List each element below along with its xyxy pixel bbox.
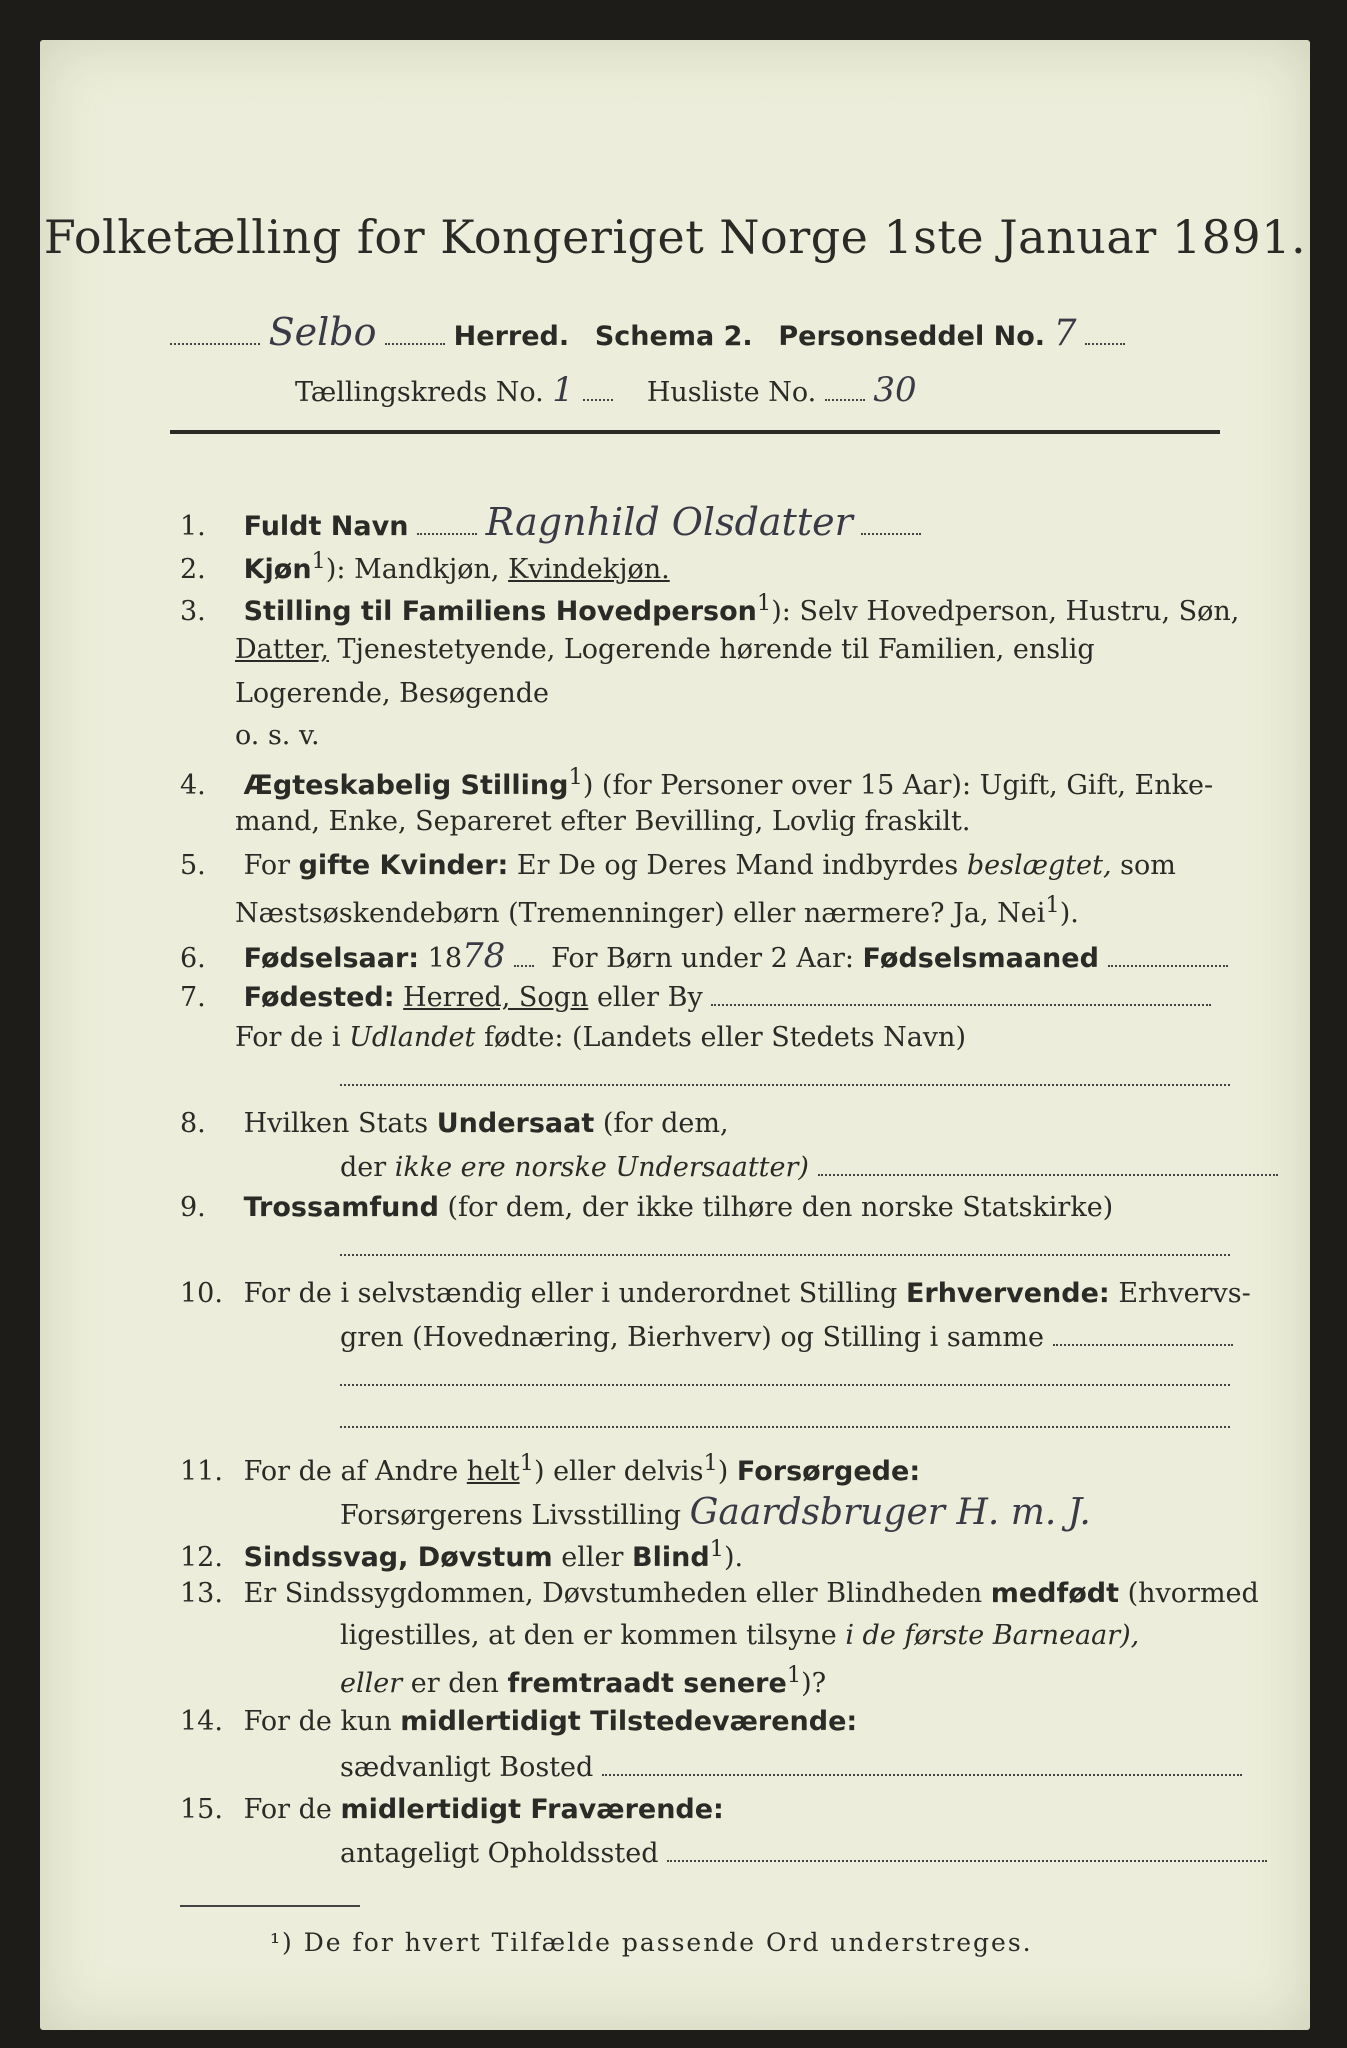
later-onset-label: fremtraadt senere <box>507 1668 787 1699</box>
item-8-line-2 <box>340 1150 1278 1183</box>
item-15-line-2 <box>340 1836 1267 1869</box>
congenital-question: Er Sindssygdommen, Døvstumheden eller Blindheden <box>243 1578 983 1609</box>
religion-note: (for dem, der ikke tilhøre den norske Statskirke) <box>447 1192 1114 1223</box>
birthplace-selected: Herred, Sogn <box>403 982 589 1013</box>
item-12: 12. Sindssvag, Døvstum eller Blind$^1$). <box>180 1536 744 1573</box>
married-women-question: Er De og Deres Mand indbyrdes <box>516 850 959 881</box>
birth-month-note: For Børn under 2 Aar: <box>551 943 854 974</box>
item-7-answer-line <box>340 1060 1230 1093</box>
religion-label: Trossamfund <box>243 1192 439 1223</box>
occupation-label: Erhvervende: <box>905 1278 1110 1309</box>
blind-label: Blind <box>632 1542 710 1573</box>
citizenship-prefix: Hvilken Stats <box>243 1108 429 1139</box>
item-8 <box>180 1108 729 1139</box>
census-form <box>40 40 1310 2030</box>
husliste-value: 30 <box>873 370 917 410</box>
family-position-options-2: Tjenestetyende, Logerende hørende til Familien, enslig <box>337 634 1095 665</box>
item-14-line-2 <box>340 1750 1242 1783</box>
abroad-word: Udlandet <box>349 1022 476 1053</box>
header-divider <box>170 430 1220 434</box>
full-name-value: Ragnhild Olsdatter <box>485 500 853 544</box>
item-2: 2. Kjøn$^1$): Mandkjøn, Kvindekjøn. <box>180 548 670 585</box>
item-1 <box>180 500 921 544</box>
item-6 <box>180 936 1228 976</box>
item-number: 11. <box>180 1456 223 1487</box>
occupation-note-2: gren (Hovednæring, Bierhverv) og Stilling i samme <box>340 1322 1045 1353</box>
family-position-options: ): Selv Hovedperson, Hustru, Søn, <box>771 596 1240 627</box>
temp-present-prefix: For de kun <box>243 1706 392 1737</box>
herred-value: Selbo <box>268 310 377 354</box>
header-row-kreds <box>295 370 917 410</box>
occupation-prefix: For de i selvstændig eller i underordnet Stilling <box>243 1278 898 1309</box>
congenital-note: (hvormed <box>1127 1578 1259 1609</box>
citizenship-note: (for dem, <box>602 1108 729 1139</box>
schema-label: Schema 2. <box>594 321 753 352</box>
item-number: 3. <box>180 596 206 627</box>
usual-residence-label: sædvanligt Bosted <box>340 1752 594 1783</box>
citizenship-condition: ikke ere norske Undersaatter) <box>394 1152 809 1183</box>
abroad-question: fødte: (Landets eller Stedets Navn) <box>483 1022 966 1053</box>
congenital-question-3: er den <box>410 1668 499 1699</box>
birth-year-prefix: 18 <box>427 943 463 974</box>
support-prefix: For de af Andre <box>243 1456 459 1487</box>
provider-occupation-label: Forsørgerens Livsstilling <box>340 1500 682 1531</box>
item-number: 6. <box>180 943 206 974</box>
sex-label: Kjøn <box>243 554 312 585</box>
sex-selected: Kvindekjøn. <box>508 554 670 585</box>
disability-label: Sindssvag, Døvstum <box>243 1542 553 1573</box>
item-number: 4. <box>180 770 206 801</box>
birth-year-value: 78 <box>462 936 506 976</box>
item-number: 7. <box>180 982 206 1013</box>
item-number: 2. <box>180 554 206 585</box>
item-5 <box>180 850 1176 881</box>
provider-occupation-value: Gaardsbruger H. m. J. <box>689 1492 1091 1533</box>
marital-status-options: ) (for Personer over 15 Aar): Ugift, Gift, Enke- <box>582 770 1214 801</box>
married-women-label: gifte Kvinder: <box>298 850 509 881</box>
footnote-text: De for hvert Tilfælde passende Ord understreges. <box>303 1928 1033 1957</box>
full-name-label: Fuldt Navn <box>243 511 409 542</box>
congenital-eller: eller <box>340 1668 403 1699</box>
married-women-related: beslægtet, <box>966 850 1112 881</box>
form-title: Folketælling for Kongeriget Norge 1ste Januar 1891. <box>43 210 1307 264</box>
item-number: 10. <box>180 1278 223 1309</box>
congenital-childhood: i de første Barneaar), <box>845 1620 1140 1651</box>
item-5-line-2: Næstsøskendebørn (Tremenninger) eller nærmere? Ja, Nei$^1$). <box>235 892 1079 929</box>
citizenship-label: Undersaat <box>436 1108 595 1139</box>
footnote-divider <box>180 1905 360 1907</box>
abroad-prefix: For de i <box>235 1022 341 1053</box>
citizenship-der: der <box>340 1152 387 1183</box>
herred-label: Herred. <box>453 321 570 352</box>
married-women-som: som <box>1120 850 1176 881</box>
temp-absent-label: midlertidigt Fraværende: <box>340 1794 724 1825</box>
support-selected: helt <box>466 1456 520 1487</box>
congenital-label: medfødt <box>990 1578 1120 1609</box>
item-number: 9. <box>180 1192 206 1223</box>
item-7-line-2 <box>235 1022 966 1053</box>
birth-year-label: Fødselsaar: <box>243 943 420 974</box>
support-options: ) eller delvis <box>533 1456 704 1487</box>
item-7 <box>180 980 1211 1013</box>
marital-status-options-2: mand, Enke, Separeret efter Bevilling, Lovlig fraskilt. <box>235 806 971 837</box>
footnote <box>270 1928 1033 1957</box>
temp-present-label: midlertidigt Tilstedeværende: <box>400 1706 858 1737</box>
supported-label: Forsørgede: <box>736 1456 921 1487</box>
birthplace-label: Fødested: <box>243 982 395 1013</box>
item-13 <box>180 1578 1259 1609</box>
husliste-label: Husliste No. <box>646 377 817 408</box>
marital-status-label: Ægteskabelig Stilling <box>243 770 569 801</box>
personseddel-label: Personseddel No. <box>778 321 1046 352</box>
item-3-line-2 <box>235 634 1095 665</box>
item-9-answer-line <box>340 1230 1230 1263</box>
item-10-line-2 <box>340 1320 1233 1353</box>
occupation-note: Erhvervs- <box>1118 1278 1251 1309</box>
family-position-etc: o. s. v. <box>235 720 320 751</box>
item-5-prefix: For <box>243 850 291 881</box>
item-number: 5. <box>180 850 206 881</box>
congenital-question-2: ligestilles, at den er kommen tilsyne <box>340 1620 837 1651</box>
item-10-answer-line-2 <box>340 1402 1230 1435</box>
family-position-label: Stilling til Familiens Hovedperson <box>243 596 757 627</box>
item-10 <box>180 1278 1251 1309</box>
item-number: 1. <box>180 511 206 542</box>
item-3: 3. Stilling til Familiens Hovedperson$^1$): Selv Hovedperson, Hustru, Søn, <box>180 590 1240 627</box>
header-row-herred <box>170 310 1125 354</box>
item-4: 4. Ægteskabelig Stilling$^1$) (for Personer over 15 Aar): Ugift, Gift, Enke- <box>180 764 1214 801</box>
item-15 <box>180 1794 724 1825</box>
kreds-label: Tællingskreds No. <box>295 377 544 408</box>
item-11: 11. For de af Andre helt$^1$) eller delvis$^1$) Forsørgede: <box>180 1450 921 1487</box>
footnote-mark: ¹) <box>270 1928 294 1957</box>
kreds-value: 1 <box>552 370 574 410</box>
item-number: 8. <box>180 1108 206 1139</box>
family-position-options-3: Logerende, Besøgende <box>235 678 549 709</box>
disability-eller: eller <box>561 1542 624 1573</box>
birth-month-label: Fødselsmaaned <box>862 943 1099 974</box>
item-11-line-2 <box>340 1492 1091 1533</box>
item-13-line-3: eller er den fremtraadt senere$^1$)? <box>340 1662 827 1699</box>
sex-options: ): Mandkjøn, <box>325 554 500 585</box>
married-women-question-2: Næstsøskendebørn (Tremenninger) eller nærmere? Ja, Nei <box>235 898 1046 929</box>
temp-absent-prefix: For de <box>243 1794 332 1825</box>
personseddel-value: 7 <box>1053 313 1077 354</box>
item-number: 13. <box>180 1578 223 1609</box>
item-number: 14. <box>180 1706 223 1737</box>
birthplace-options: eller By <box>596 982 703 1013</box>
presumed-location-label: antageligt Opholdssted <box>340 1838 659 1869</box>
item-number: 15. <box>180 1794 223 1825</box>
item-10-answer-line-1 <box>340 1360 1230 1393</box>
item-number: 12. <box>180 1542 223 1573</box>
item-13-line-2 <box>340 1620 1139 1651</box>
family-position-selected: Datter, <box>235 634 329 665</box>
item-9 <box>180 1192 1113 1223</box>
item-14 <box>180 1706 857 1737</box>
